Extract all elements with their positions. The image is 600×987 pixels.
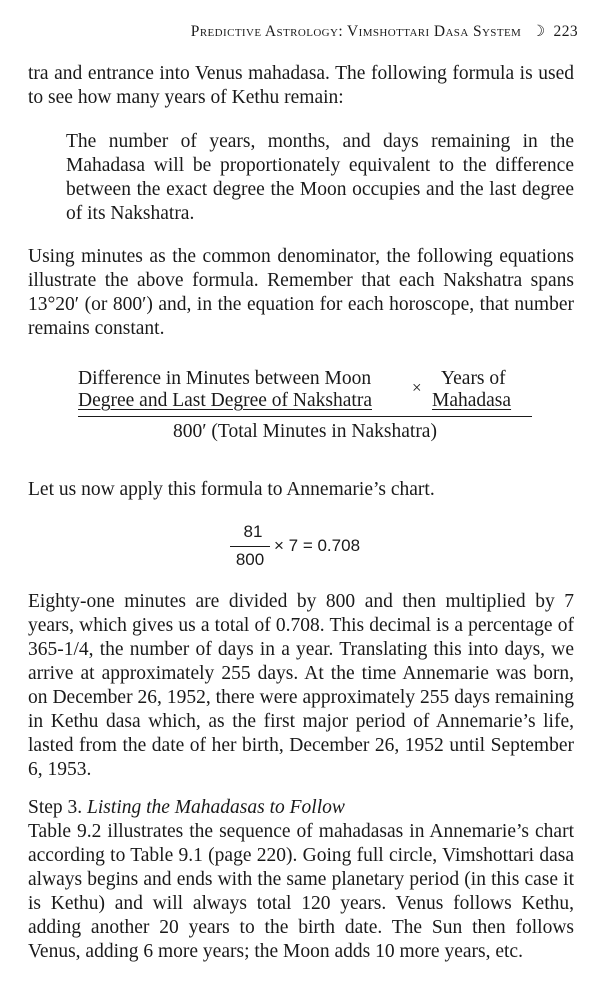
moon-icon: ☽ xyxy=(531,23,546,40)
paragraph-intro: tra and entrance into Venus mahadasa. The following formula is used to see how many years of Kethu remain: xyxy=(28,63,574,108)
step-label: Step 3. xyxy=(28,797,83,818)
equation-fraction-bar xyxy=(230,546,270,547)
equation xyxy=(228,516,428,578)
header-title: Predictive Astrology: Vimshottari Dasa System xyxy=(190,23,522,40)
paragraph-calculation: Eighty-one minutes are divided by 800 and then multiplied by 7 years, which gives us a total of 0.708. This decimal is a percentage of 365-1/4, the number of days in a year. Translating this into days, we arrive at approximately 255 days. At the time Annemarie was born, on December 26, 1952, there were approximately 255 days remaining in Kethu dasa which, as the first major period of Annemarie’s life, lasted from the date of her birth, December 26, 1952 until September 6, 1953. xyxy=(28,591,574,780)
step-title: Listing the Mahadasas to Follow xyxy=(87,797,345,818)
equation-denominator: 800 xyxy=(235,550,265,569)
formula-mahadasa: Mahadasa xyxy=(432,390,512,411)
block-quote: The number of years, months, and days remaining in the Mahadasa will be proportionately equivalent to the difference between the exact degree the Moon occupies and the last degree of its Nakshatra. xyxy=(66,131,574,224)
paragraph-apply: Let us now apply this formula to Annemarie’s chart. xyxy=(28,479,435,500)
running-header xyxy=(0,22,578,41)
step-heading xyxy=(28,796,345,820)
formula-times-sign: × xyxy=(412,378,422,397)
paragraph-table: Table 9.2 illustrates the sequence of mahadasas in Annemarie’s chart according to Table 9.1 (page 220). Going full circle, Vimshottari dasa always begins and ends with the same planetary period (in this case it is Kethu) and will always total 120 years. Venus follows Kethu, adding another 20 years to the birth date. The Sun then follows Venus, adding 6 more years; the Moon adds 10 more years, etc. xyxy=(28,821,574,962)
formula-numerator-line2: Degree and Last Degree of Nakshatra xyxy=(78,390,372,411)
page-number: 223 xyxy=(553,23,578,40)
equation-result: × 7 = 0.708 xyxy=(274,536,361,555)
formula-numerator-line1: Difference in Minutes between Moon xyxy=(78,368,372,389)
paragraph-minutes: Using minutes as the common denominator, the following equations illustrate the above formula. Remember that each Nakshatra spans 13°20′ (or 800′) and, in the equation for each horoscope, that number remains constant. xyxy=(28,246,574,339)
formula-years-of: Years of xyxy=(441,368,506,389)
formula-block xyxy=(78,368,538,448)
formula-fraction-bar xyxy=(78,416,532,417)
equation-numerator: 81 xyxy=(243,522,263,541)
formula-denominator: 800′ (Total Minutes in Nakshatra) xyxy=(173,421,437,442)
